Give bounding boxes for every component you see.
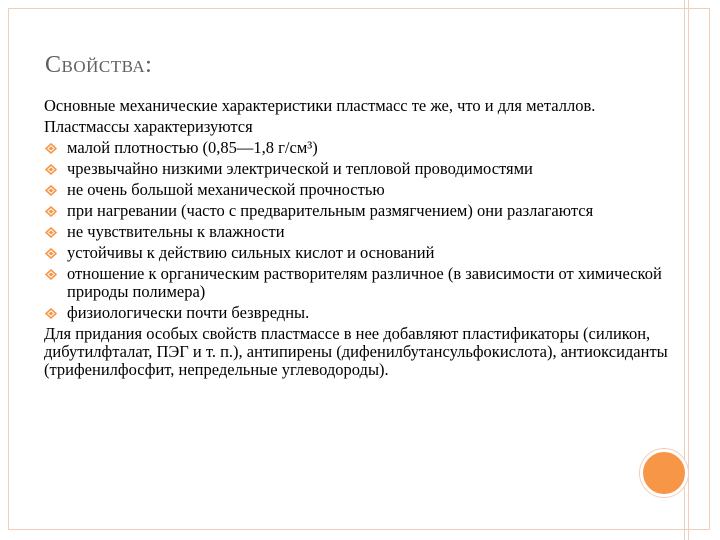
list-item	[44, 265, 684, 301]
orange-diamond-bullet-icon	[44, 223, 64, 241]
list-item-text: не чувствительны к влажности	[67, 222, 285, 241]
list-item-text: устойчивы к действию сильных кислот и оснований	[67, 243, 435, 262]
orange-diamond-bullet-icon	[44, 265, 64, 283]
list-item-text: отношение к органическим растворителям различное (в зависимости от химической природы полимера)	[67, 264, 662, 301]
list-item	[44, 139, 684, 157]
orange-diamond-bullet-icon	[44, 160, 64, 178]
orange-diamond-bullet-icon	[44, 181, 64, 199]
list-item-text: не очень большой механической прочностью	[67, 180, 385, 199]
list-item	[44, 181, 684, 199]
orange-diamond-bullet-icon	[44, 202, 64, 220]
list-item-text: малой плотностью (0,85—1,8 г/см³)	[67, 138, 318, 157]
list-item	[44, 160, 684, 178]
orange-diamond-bullet-icon	[44, 139, 64, 157]
list-item	[44, 202, 684, 220]
closing-text: Для придания особых свойств пластмассе в нее добавляют пластификаторы (силикон, дибутилфталат, ПЭГ и т. п.), антипирены (дифенилбутансульфокислота), антиоксиданты (трифенилфосфит, непредельные углеводороды).	[44, 324, 668, 379]
intro-text: Основные механические характеристики пластмасс те же, что и для металлов.	[44, 96, 596, 115]
slide-title: Свойства:	[45, 52, 153, 78]
slide-body	[44, 97, 684, 379]
list-item	[44, 304, 684, 322]
list-item-text: физиологически почти безвредны.	[67, 303, 310, 322]
list-item-text: при нагревании (часто с предварительным размягчением) они разлагаются	[67, 201, 594, 220]
lead-text: Пластмассы характеризуются	[44, 117, 253, 136]
decorative-circle	[640, 449, 688, 497]
decorative-line	[688, 0, 689, 540]
list-item	[44, 244, 684, 262]
orange-diamond-bullet-icon	[44, 304, 64, 322]
orange-diamond-bullet-icon	[44, 244, 64, 262]
list-item-text: чрезвычайно низкими электрической и тепловой проводимостями	[67, 159, 533, 178]
list-item	[44, 223, 684, 241]
